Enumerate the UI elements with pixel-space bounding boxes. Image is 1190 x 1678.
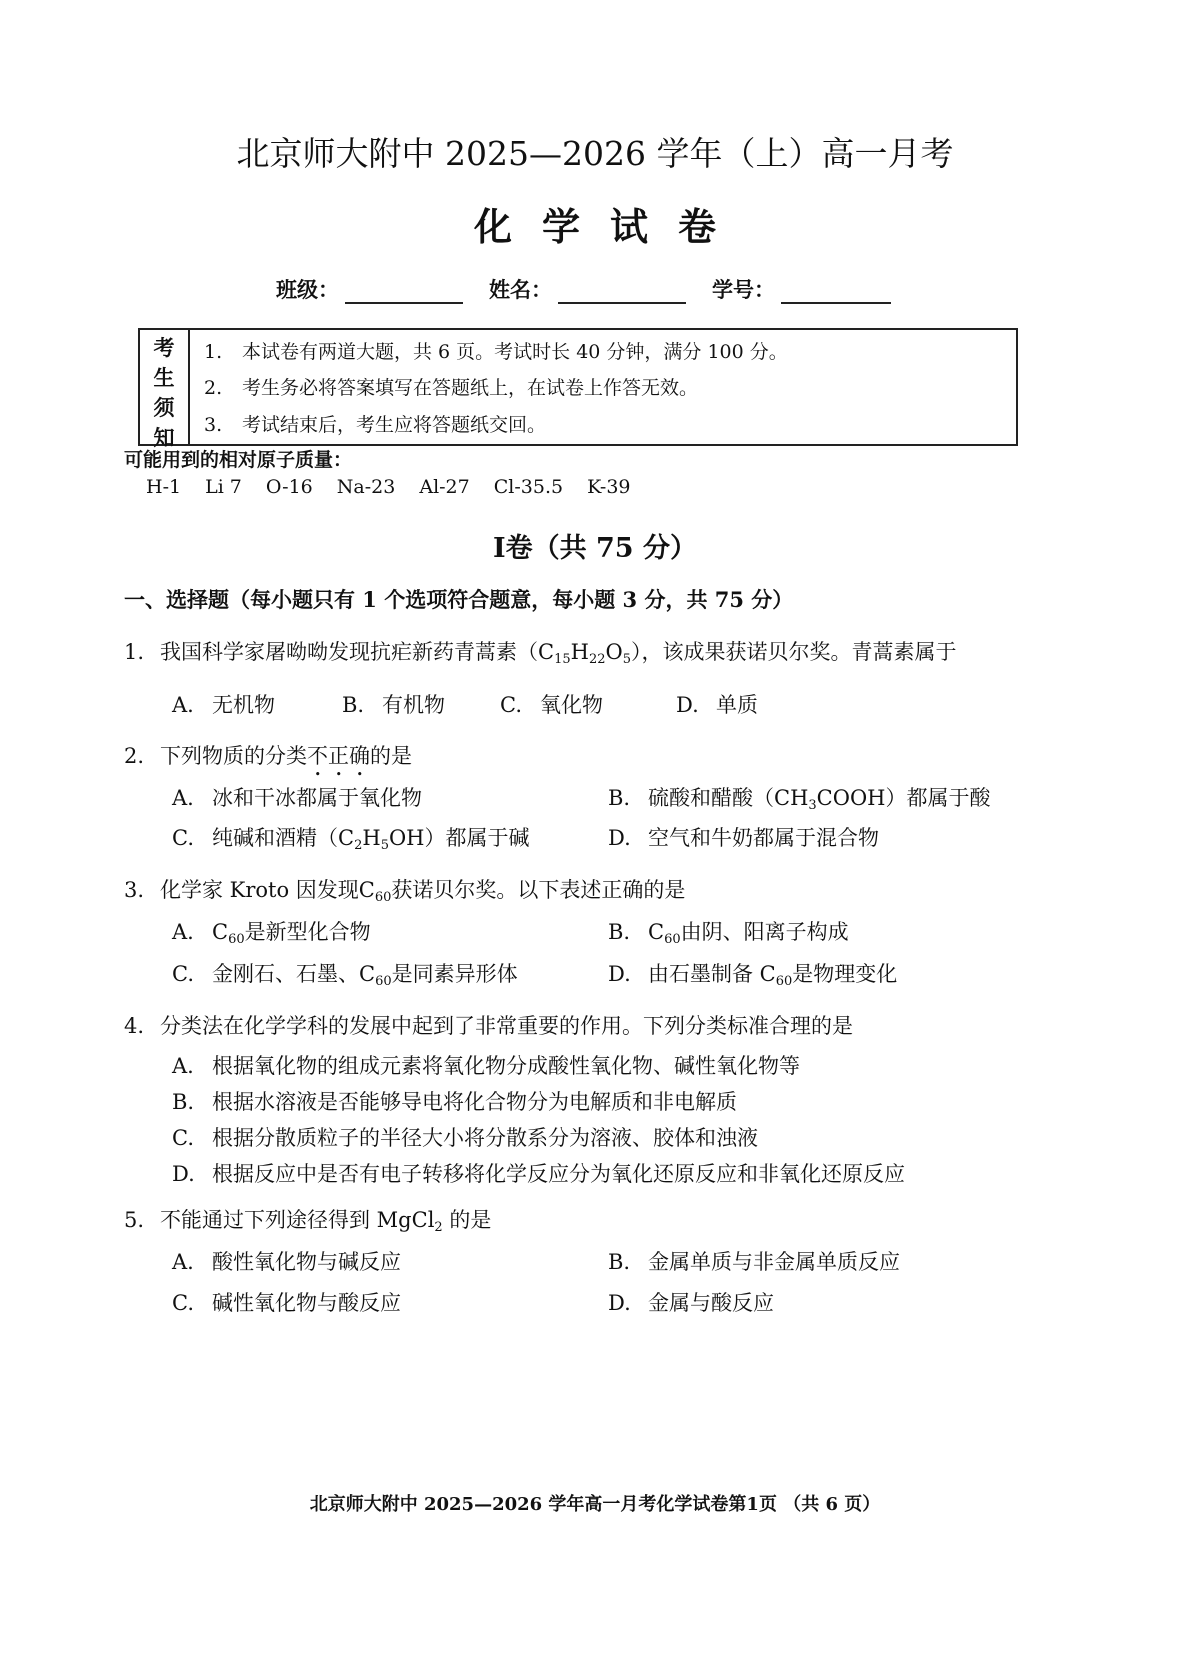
notice-items [190, 330, 1016, 444]
option-text: 由阴、阳离子构成 [680, 920, 849, 944]
question-4-stem [124, 1010, 853, 1040]
student-info-row [276, 274, 917, 304]
option-text: 有机物 [382, 693, 445, 717]
exam-header-title: 北京师大附中 2025—2026 学年（上）高一月考 [236, 134, 954, 173]
option-letter: B. [342, 693, 365, 717]
option-letter: D. [608, 962, 631, 986]
notice-side-char: 须 [153, 395, 175, 420]
notice-item [204, 337, 1016, 364]
atomic-mass-value: Na-23 [336, 476, 396, 498]
exam-notice-box [138, 328, 1018, 450]
question-4-option-b[interactable] [172, 1086, 737, 1116]
option-text: C [648, 920, 665, 944]
question-3-option-d[interactable] [608, 958, 897, 988]
option-text: C [212, 920, 229, 944]
volume-title: I卷（共 75 分） [492, 533, 697, 564]
stem-text: 的是 [442, 1208, 492, 1232]
option-text: 金属单质与非金属单质反应 [648, 1250, 900, 1274]
name-label: 姓名： [489, 277, 552, 302]
atomic-mass-value: Li 7 [205, 476, 242, 498]
question-number: 5. [124, 1208, 145, 1232]
question-1-option-b[interactable] [342, 689, 445, 719]
question-4-option-a[interactable] [172, 1050, 800, 1080]
subscript: 60 [228, 932, 245, 947]
stem-text: ），该成果获诺贝尔奖。青蒿素属于 [631, 640, 957, 664]
question-4-option-c[interactable] [172, 1122, 758, 1152]
stem-text: 我国科学家屠呦呦发现抗疟新药青蒿素（C [160, 640, 555, 664]
question-number: 2. [124, 744, 145, 768]
option-text: 纯碱和酒精（C [212, 826, 355, 850]
option-letter: C. [172, 826, 194, 850]
question-3-option-c[interactable] [172, 958, 518, 988]
subscript: 60 [374, 890, 392, 905]
subscript: 60 [775, 974, 793, 989]
option-letter: D. [608, 826, 631, 850]
option-text: 碱性氧化物与酸反应 [212, 1291, 401, 1315]
option-text: OH）都属于碱 [388, 826, 530, 850]
subscript: 2 [354, 838, 363, 853]
notice-item [204, 373, 1016, 400]
stem-text: 获诺贝尔奖。以下表述正确的是 [391, 878, 686, 902]
notice-item-text: 本试卷有两道大题，共 6 页。考试时长 40 分钟，满分 100 分。 [242, 340, 788, 363]
question-number: 1. [124, 640, 145, 664]
atomic-mass-value: O-16 [265, 476, 313, 498]
option-letter: B. [608, 786, 631, 810]
question-number: 3. [124, 878, 145, 902]
stem-text: 分类法在化学学科的发展中起到了非常重要的作用。下列分类标准合理的是 [160, 1014, 853, 1038]
notice-side-label [140, 330, 190, 450]
notice-side-char: 生 [153, 365, 175, 390]
option-text: COOH）都属于酸 [816, 786, 991, 810]
question-3-stem [124, 874, 685, 904]
question-1-option-a[interactable] [172, 689, 275, 719]
option-text: 根据氧化物的组成元素将氧化物分成酸性氧化物、碱性氧化物等 [212, 1054, 800, 1078]
exam-subject-title: 化学试卷 [473, 204, 746, 249]
emphasized-text: 不正确 [307, 744, 370, 768]
question-2-option-b[interactable] [608, 782, 991, 812]
notice-item [204, 410, 1016, 437]
notice-item-text: 考试结束后，考生应将答题纸交回。 [242, 414, 547, 437]
stem-text: 不能通过下列途径得到 MgCl [160, 1208, 435, 1232]
option-text: 是新型化合物 [244, 920, 371, 944]
option-letter: B. [608, 920, 631, 944]
option-text: 根据水溶液是否能够导电将化合物分为电解质和非电解质 [212, 1090, 737, 1114]
question-1-stem [124, 636, 957, 666]
name-blank[interactable] [558, 284, 686, 304]
student-id-blank[interactable] [781, 284, 891, 304]
question-2-stem [124, 740, 412, 781]
question-5-stem [124, 1204, 491, 1234]
stem-text: H [570, 640, 589, 664]
question-1-option-c[interactable] [500, 689, 603, 719]
option-text: 金属与酸反应 [648, 1291, 774, 1315]
option-text: 单质 [716, 693, 758, 717]
option-letter: A. [172, 920, 194, 944]
subscript: 2 [434, 1220, 443, 1235]
student-id-label: 学号： [712, 277, 775, 302]
option-text: H [362, 826, 381, 850]
option-letter: B. [608, 1250, 631, 1274]
subscript: 5 [380, 838, 389, 853]
option-letter: B. [172, 1090, 195, 1114]
option-letter: C. [172, 1291, 194, 1315]
question-5-option-b[interactable] [608, 1246, 900, 1276]
stem-text: O [605, 640, 623, 664]
subscript: 22 [588, 652, 606, 667]
question-5-option-a[interactable] [172, 1246, 401, 1276]
option-text: 根据分散质粒子的半径大小将分散系分为溶液、胶体和浊液 [212, 1126, 758, 1150]
option-text: 氧化物 [540, 693, 603, 717]
question-1-option-d[interactable] [676, 689, 758, 719]
option-letter: D. [676, 693, 699, 717]
option-letter: C. [172, 1126, 194, 1150]
option-text: 无机物 [212, 693, 275, 717]
class-blank[interactable] [345, 284, 463, 304]
option-text: 冰和干冰都属于氧化物 [212, 786, 422, 810]
option-letter: C. [172, 962, 194, 986]
subscript: 5 [622, 652, 631, 667]
question-2-option-a[interactable] [172, 782, 422, 812]
option-letter: A. [172, 1250, 194, 1274]
subscript: 15 [554, 652, 571, 667]
stem-text: 下列物质的分类 [160, 744, 307, 768]
option-text: 是物理变化 [792, 962, 898, 986]
atomic-mass-value: H-1 [146, 476, 182, 498]
notice-item-number: 3. [204, 414, 223, 437]
question-3-option-a[interactable] [172, 916, 371, 946]
atomic-mass-value: Al-27 [419, 476, 470, 498]
option-letter: D. [608, 1291, 631, 1315]
option-letter: D. [172, 1162, 195, 1186]
option-letter: A. [172, 693, 194, 717]
subscript: 3 [808, 798, 817, 813]
option-text: 硫酸和醋酸（CH [648, 786, 809, 810]
option-letter: C. [500, 693, 522, 717]
subscript: 60 [375, 974, 392, 989]
atomic-mass-value: K-39 [587, 476, 631, 498]
option-text: 根据反应中是否有电子转移将化学反应分为氧化还原反应和非氧化还原反应 [212, 1162, 905, 1186]
notice-item-number: 1. [204, 340, 223, 363]
question-5-option-d[interactable] [608, 1287, 774, 1317]
page-footer: 北京师大附中 2025—2026 学年高一月考化学试卷第1页 （共 6 页） [309, 1494, 881, 1515]
option-text: 酸性氧化物与碱反应 [212, 1250, 401, 1274]
question-2-option-c[interactable] [172, 822, 530, 852]
option-letter: A. [172, 1054, 194, 1078]
question-2-option-d[interactable] [608, 822, 879, 852]
notice-side-char: 知 [153, 425, 175, 450]
class-label: 班级： [276, 277, 339, 302]
question-4-option-d[interactable] [172, 1158, 905, 1188]
atomic-mass-value: Cl-35.5 [493, 476, 564, 498]
section-title: 一、选择题（每小题只有 1 个选项符合题意，每小题 3 分，共 75 分） [124, 587, 794, 612]
question-5-option-c[interactable] [172, 1287, 401, 1317]
subscript: 60 [664, 932, 681, 947]
option-text: 金刚石、石墨、C [212, 962, 376, 986]
atomic-mass-list [146, 476, 655, 498]
notice-item-text: 考生务必将答案填写在答题纸上，在试卷上作答无效。 [242, 377, 699, 400]
notice-item-number: 2. [204, 377, 223, 400]
stem-text: 化学家 Kroto 因发现C [160, 878, 375, 902]
option-text: 是同素异形体 [391, 962, 518, 986]
option-text: 由石墨制备 C [648, 962, 776, 986]
notice-side-char: 考 [153, 335, 175, 360]
option-text: 空气和牛奶都属于混合物 [648, 826, 879, 850]
question-number: 4. [124, 1014, 145, 1038]
option-letter: A. [172, 786, 194, 810]
stem-text: 的是 [370, 744, 412, 768]
question-3-option-b[interactable] [608, 916, 849, 946]
atomic-mass-label: 可能用到的相对原子质量： [124, 449, 353, 471]
